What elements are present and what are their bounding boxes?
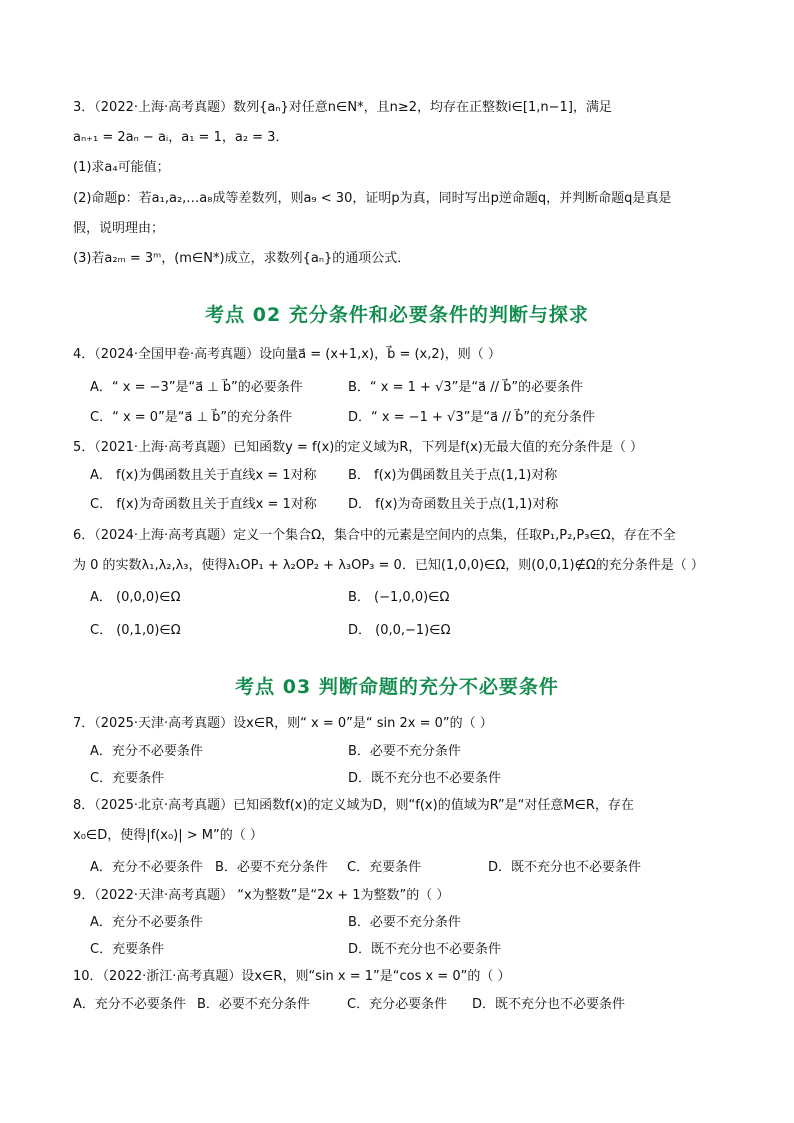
q10-option-a: A．充分不必要条件 [73,997,186,1012]
q9-option-d: D．既不充分也不必要条件 [348,942,502,957]
q10-option-b: B．必要不充分条件 [197,997,310,1012]
q3-stem-line1: 3．（2022·上海·高考真题）数列{aₙ}对任意n∈N*，且n≥2，均存在正整数i∈[1,n−1]，满足 [73,100,612,115]
q8-option-b: B．必要不充分条件 [215,860,328,875]
q9-option-a: A．充分不必要条件 [90,915,203,930]
q6-stem-line1: 6．（2024·上海·高考真题）定义一个集合Ω，集合中的元素是空间内的点集，任取P₁,P₂,P₃∈Ω，存在不全 [73,528,676,543]
q3-part1: (1)求a₄可能值； [73,160,170,175]
q10-stem: 10．（2022·浙江·高考真题）设x∈R，则“sin x = 1”是“cos x = 0”的（ ） [73,969,511,984]
q7-option-a: A．充分不必要条件 [90,744,203,759]
q3-part3: (3)若a₂ₘ = 3ᵐ，(m∈N*)成立，求数列{aₙ}的通项公式． [73,251,411,266]
q9-option-b: B．必要不充分条件 [348,915,461,930]
q8-stem-line1: 8．（2025·北京·高考真题）已知函数f(x)的定义域为D，则“f(x)的值域为R”是“对任意M∈R，存在 [73,798,634,813]
q7-option-d: D．既不充分也不必要条件 [348,771,502,786]
q5-option-b: B． f(x)为偶函数且关于点(1,1)对称 [348,468,558,483]
q9-stem: 9．（2022·天津·高考真题） “x为整数”是“2x + 1为整数”的（ ） [73,888,450,903]
q4-option-b: B．“ x = 1 + √3”是“a⃗ // b⃗”的必要条件 [348,380,584,395]
q7-option-b: B．必要不充分条件 [348,744,461,759]
q10-option-d: D．既不充分也不必要条件 [472,997,626,1012]
q8-option-d: D．既不充分也不必要条件 [488,860,642,875]
q6-option-a: A． (0,0,0)∈Ω [90,590,181,605]
q9-option-c: C．充要条件 [90,942,165,957]
q3-stem-line2: aₙ₊₁ = 2aₙ − aᵢ，a₁ = 1，a₂ = 3． [73,130,289,145]
q4-stem: 4．（2024·全国甲卷·高考真题）设向量a⃗ = (x+1,x)，b⃗ = (x,2)，则（ ） [73,347,501,362]
q6-option-d: D． (0,0,−1)∈Ω [348,623,451,638]
q8-option-c: C．充要条件 [347,860,422,875]
q7-option-c: C．充要条件 [90,771,165,786]
q4-option-c: C．“ x = 0”是“a⃗ ⊥ b⃗”的充分条件 [90,410,293,425]
section-heading-02: 考点 02 充分条件和必要条件的判断与探求 [205,304,589,326]
q8-stem-line2: x₀∈D，使得|f(x₀)| > M”的（ ） [73,828,263,843]
q4-option-a: A．“ x = −3”是“a⃗ ⊥ b⃗”的必要条件 [90,380,303,395]
q3-part2-line2: 假，说明理由； [73,221,165,236]
section-heading-03: 考点 03 判断命题的充分不必要条件 [235,676,559,698]
q5-option-a: A． f(x)为偶函数且关于直线x = 1对称 [90,468,317,483]
q6-option-b: B． (−1,0,0)∈Ω [348,590,450,605]
q10-option-c: C．充分必要条件 [347,997,448,1012]
q5-stem: 5．（2021·上海·高考真题）已知函数y = f(x)的定义域为R，下列是f(x)无最大值的充分条件是（ ） [73,440,643,455]
q8-option-a: A．充分不必要条件 [90,860,203,875]
q5-option-d: D． f(x)为奇函数且关于点(1,1)对称 [348,497,559,512]
q7-stem: 7．（2025·天津·高考真题）设x∈R，则“ x = 0”是“ sin 2x = 0”的（ ） [73,716,493,731]
q6-stem-line2: 为 0 的实数λ₁,λ₂,λ₃，使得λ₁OP₁ + λ₂OP₂ + λ₃OP₃ = 0．已知(1,0,0)∈Ω，则(0,0,1)∉Ω的充分条件是（ ） [73,558,704,573]
q5-option-c: C． f(x)为奇函数且关于直线x = 1对称 [90,497,317,512]
q3-part2-line1: (2)命题p：若a₁,a₂,…a₈成等差数列，则a₉ < 30，证明p为真，同时写出p逆命题q，并判断命题q是真是 [73,191,672,206]
q6-option-c: C． (0,1,0)∈Ω [90,623,181,638]
q4-option-d: D．“ x = −1 + √3”是“a⃗ // b⃗”的充分条件 [348,410,596,425]
